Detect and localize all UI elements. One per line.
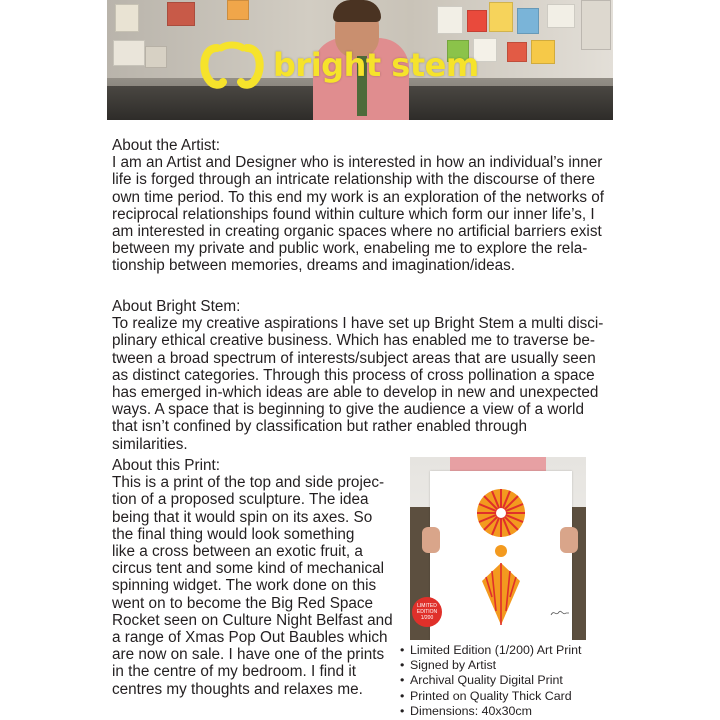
about-bright-stem-heading: About Bright Stem: (112, 298, 241, 315)
bullet-icon: • (400, 658, 405, 673)
print-details-list (400, 643, 581, 719)
text-line: a range of Xmas Pop Out Baubles which (112, 629, 388, 647)
stamp-line: EDITION (416, 609, 438, 615)
text-line: life is forged through an intricate relationship with the discourse of there (112, 171, 595, 189)
text-line: I am an Artist and Designer who is interested in how an individual’s inner (112, 154, 603, 172)
bright-stem-logo-icon (199, 40, 265, 90)
bright-stem-logo (199, 40, 479, 90)
text-line: To realize my creative aspirations I have set up Bright Stem a multi disci- (112, 315, 604, 333)
text-line: the final thing would look something (112, 525, 355, 543)
list-item: • Limited Edition (1/200) Art Print (400, 643, 582, 657)
text-line: reciprocal relationships found within culture which form our inner life’s, I (112, 205, 595, 223)
about-artist-heading: About the Artist: (112, 137, 220, 154)
logo-text: bright stem (273, 46, 479, 84)
artist-hair (333, 0, 381, 22)
text-line: tween a broad spectrum of interests/subject areas that are usually seen (112, 349, 596, 367)
text-line: being that it would spin on its axes. So (112, 508, 373, 526)
print-photo (410, 457, 586, 640)
text-line: own time period. To this end my work is an exploration of the networks of (112, 188, 605, 206)
text-line: ways. A space that is beginning to give the audience a view of a world (112, 401, 584, 419)
limited-edition-stamp (412, 597, 442, 627)
about-print-section (112, 457, 408, 698)
text-line: went on to become the Big Red Space (112, 594, 374, 612)
text-line: that isn’t confined by classification but rather enabled through similarities. (112, 418, 527, 453)
text-line: Rocket seen on Culture Night Belfast and (112, 611, 393, 629)
text-line: centres my thoughts and relaxes me. (112, 680, 363, 698)
photo-hand-left (422, 527, 440, 553)
text-line: has emerged in-which ideas are able to develop in new and unexpected (112, 384, 599, 402)
text-line: in the centre of my bedroom. I find it (112, 663, 357, 681)
text-line: spinning widget. The work done on this (112, 577, 377, 595)
text-line: are now on sale. I have one of the prints (112, 646, 385, 664)
header-banner (107, 0, 613, 120)
text-line: This is a print of the top and side projec- (112, 474, 385, 492)
stamp-line: 1/200 (420, 615, 434, 621)
bullet-icon: • (400, 688, 405, 703)
text-line: am interested in creating organic spaces where no artificial barriers exist (112, 223, 602, 241)
bullet-icon: • (400, 643, 405, 657)
photo-hand-right (560, 527, 578, 553)
list-item: • Printed on Quality Thick Card (400, 688, 572, 703)
text-line: circus tent and some kind of mechanical (112, 560, 385, 578)
text-line: tionship between memories, dreams and imagination/ideas. (112, 257, 516, 275)
text-line: as distinct categories. Through this process of cross pollination a space (112, 366, 595, 384)
list-item: • Dimensions: 40x30cm (400, 703, 532, 718)
text-line: tion of a proposed sculpture. The idea (112, 491, 369, 509)
about-artist-section (112, 137, 606, 275)
text-line: like a cross between an exotic fruit, a (112, 543, 363, 561)
stamp-line: LIMITED (417, 603, 437, 609)
bullet-icon: • (400, 703, 405, 718)
artist-signature (550, 607, 570, 619)
about-bright-stem-section (112, 298, 606, 453)
list-item: • Archival Quality Digital Print (400, 673, 563, 688)
text-line: plinary ethical creative business. Which has enabled me to traverse be- (112, 332, 595, 350)
about-print-heading: About this Print: (112, 457, 220, 474)
list-item: • Signed by Artist (400, 658, 497, 673)
bullet-icon: • (400, 673, 405, 688)
text-line: between my private and public work, enabeling me to explore the rela- (112, 240, 588, 258)
